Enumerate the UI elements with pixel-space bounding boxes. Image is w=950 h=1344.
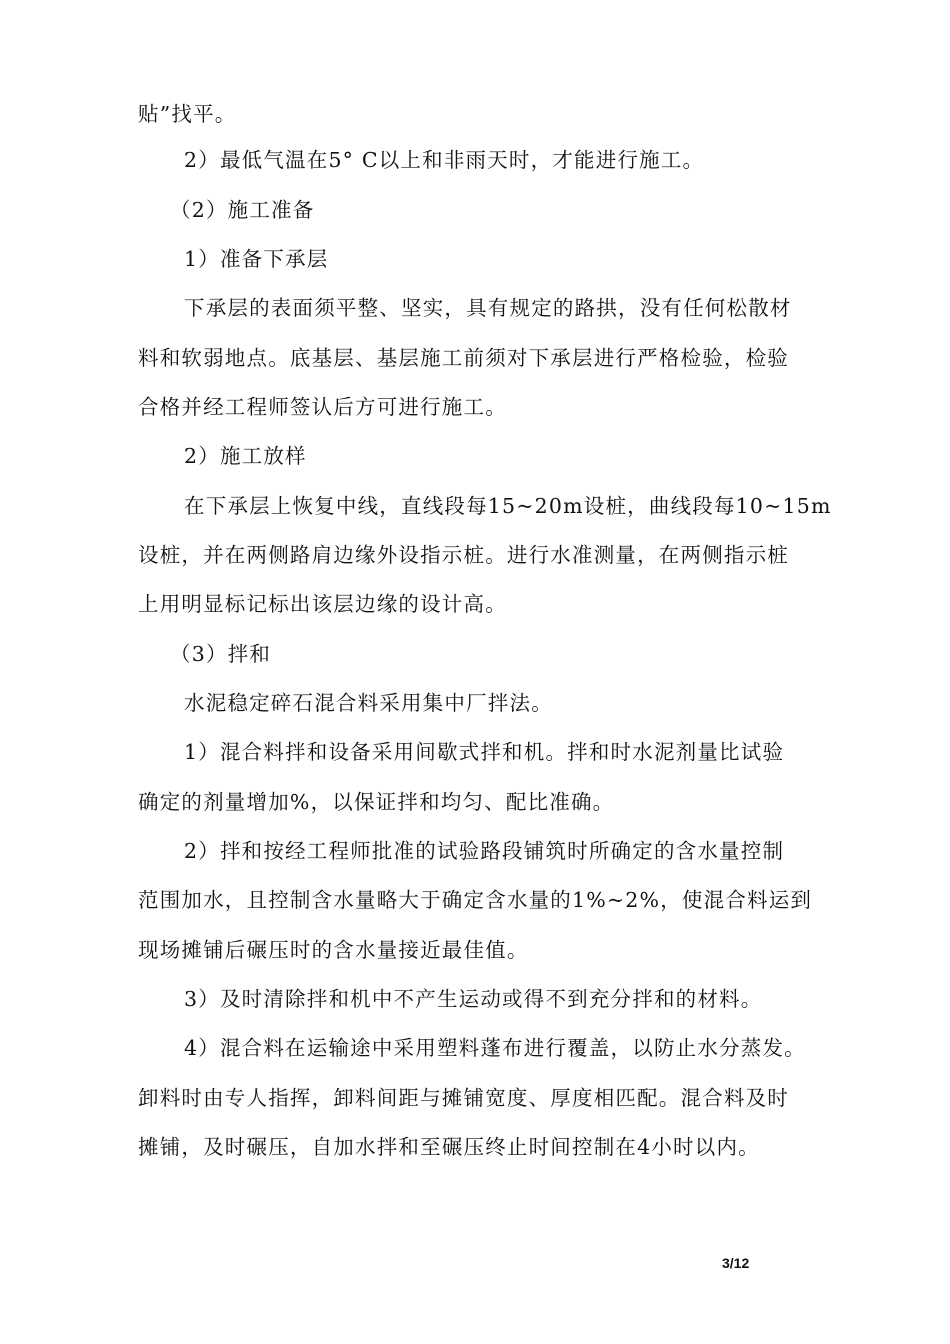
paragraph-line: 水泥稳定碎石混合料采用集中厂拌法。 — [184, 691, 553, 715]
paragraph-line: 摊铺，及时碾压，自加水拌和至碾压终止时间控制在4小时以内。 — [138, 1135, 760, 1159]
list-item: 2）最低气温在5° C以上和非雨天时，才能进行施工。 — [184, 148, 705, 172]
section-heading: （3）拌和 — [170, 642, 272, 666]
list-item: 3）及时清除拌和机中不产生运动或得不到充分拌和的材料。 — [184, 987, 763, 1011]
list-item: 2）拌和按经工程师批准的试验路段铺筑时所确定的含水量控制 — [184, 839, 785, 863]
subsection-heading: 2）施工放样 — [184, 444, 307, 468]
paragraph-line: 现场摊铺后碾压时的含水量接近最佳值。 — [138, 938, 529, 962]
text-line: 贴”找平。 — [138, 102, 237, 126]
list-item: 1）混合料拌和设备采用间歇式拌和机。拌和时水泥剂量比试验 — [184, 740, 785, 764]
paragraph-line: 上用明显标记标出该层边缘的设计高。 — [138, 592, 507, 616]
page-number: 3/12 — [722, 1255, 750, 1271]
list-item: 4）混合料在运输途中采用塑料蓬布进行覆盖，以防止水分蒸发。 — [184, 1036, 806, 1060]
paragraph-line: 卸料时由专人指挥，卸料间距与摊铺宽度、厚度相匹配。混合料及时 — [138, 1086, 789, 1110]
paragraph-line: 在下承层上恢复中线，直线段每15~20m设桩，曲线段每10~15m — [184, 494, 832, 518]
section-heading: （2）施工准备 — [170, 198, 315, 222]
paragraph-line: 设桩，并在两侧路肩边缘外设指示桩。进行水准测量，在两侧指示桩 — [138, 543, 789, 567]
paragraph-line: 料和软弱地点。底基层、基层施工前须对下承层进行严格检验，检验 — [138, 346, 789, 370]
paragraph-line: 范围加水，且控制含水量略大于确定含水量的1%~2%，使混合料运到 — [138, 888, 813, 912]
paragraph-line: 合格并经工程师签认后方可进行施工。 — [138, 395, 507, 419]
paragraph-line: 确定的剂量增加%，以保证拌和均匀、配比准确。 — [138, 790, 615, 814]
paragraph-line: 下承层的表面须平整、坚实，具有规定的路拱，没有任何松散材 — [184, 296, 792, 320]
subsection-heading: 1）准备下承层 — [184, 247, 329, 271]
